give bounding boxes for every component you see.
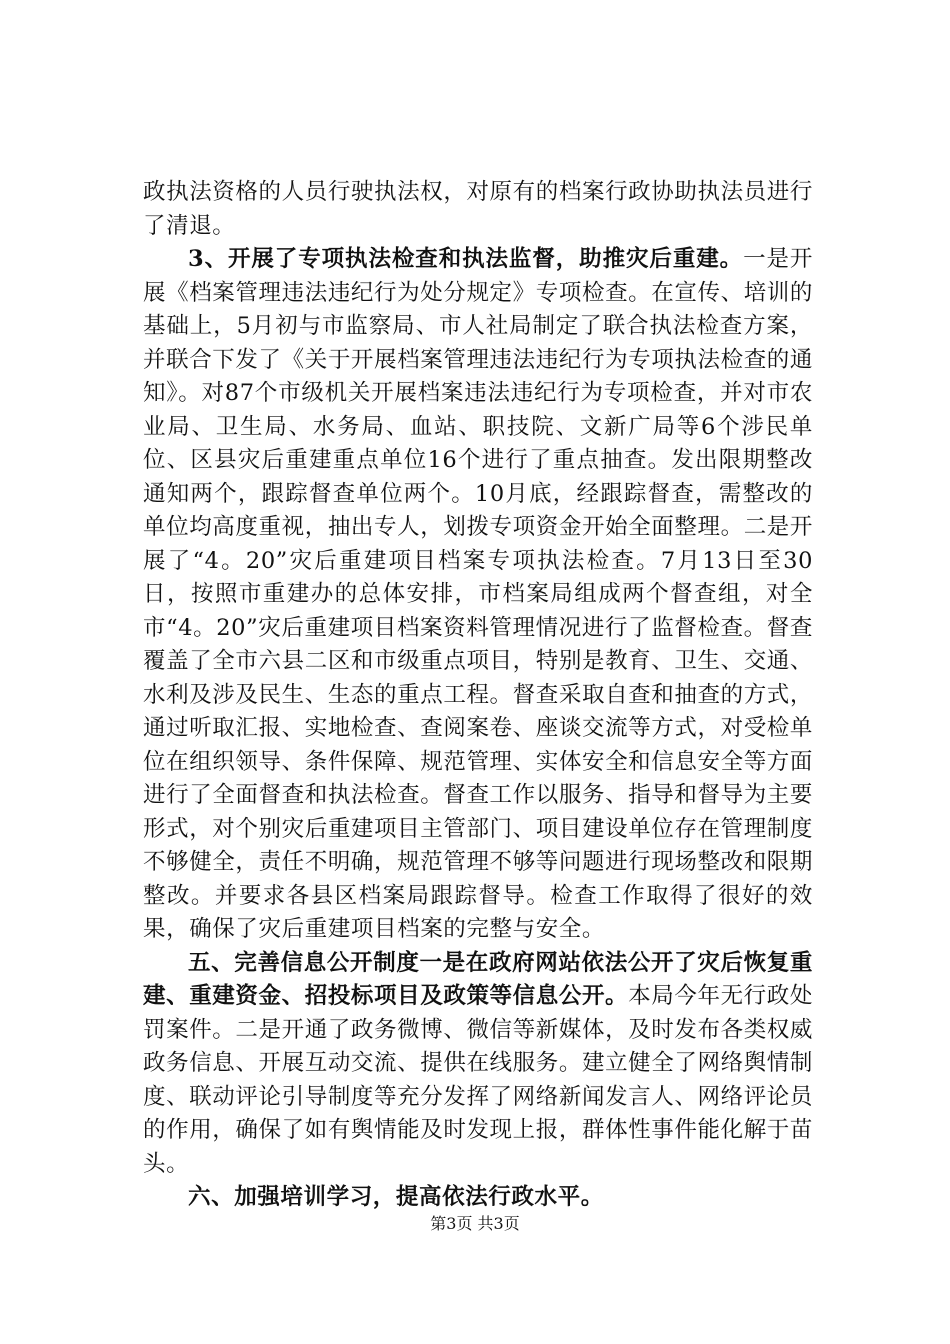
paragraph-continuation: [143, 176, 813, 243]
paragraph-training: [143, 1181, 813, 1215]
page-number: 第3页 共3页: [430, 1214, 520, 1233]
paragraph-info-disclosure: [143, 947, 813, 1182]
paragraph-special-inspection: [143, 243, 813, 947]
paragraph-text: 政执法资格的人员行驶执法权，对原有的档案行政协助执法员进行了清退。: [143, 179, 813, 239]
paragraph-heading: 六、加强培训学习，提高依法行政水平。: [188, 1184, 604, 1210]
paragraph-heading: 3、开展了专项执法检查和执法监督，助推灾后重建。: [188, 246, 744, 272]
paragraph-text: 本局今年无行政处罚案件。二是开通了政务微博、微信等新媒体，及时发布各类权威政务信息、开展互动交流、提供在线服务。建立健全了网络舆情制度、联动评论引导制度等充分发挥了网络新闻发言人、网络评论员的作用，确保了如有舆情能及时发现上报，群体性事件能化解于苗头。: [143, 983, 813, 1177]
document-body: [143, 176, 813, 1215]
paragraph-text: 一是开展《档案管理违法违纪行为处分规定》专项检查。在宣传、培训的基础上，5月初与市监察局、市人社局制定了联合执法检查方案，并联合下发了《关于开展档案管理违法违纪行为专项执法检查的通知》。对87个市级机关开展档案违法违纪行为专项检查，并对市农业局、卫生局、水务局、血站、职技院、文新广局等6个涉民单位、区县灾后重建重点单位16个进行了重点抽查。发出限期整改通知两个，跟踪督查单位两个。10月底，经跟踪督查，需整改的单位均高度重视，抽出专人，划拨专项资金开始全面整理。二是开展了“4。20”灾后重建项目档案专项执法检查。7月13日至30日，按照市重建办的总体安排，市档案局组成两个督查组，对全市“4。20”灾后重建项目档案资料管理情况进行了监督检查。督查覆盖了全市六县二区和市级重点项目，特别是教育、卫生、交通、水利及涉及民生、生态的重点工程。督查采取自查和抽查的方式，通过听取汇报、实地检查、查阅案卷、座谈交流等方式，对受检单位在组织领导、条件保障、规范管理、实体安全和信息安全等方面进行了全面督查和执法检查。督查工作以服务、指导和督导为主要形式，对个别灾后重建项目主管部门、项目建设单位存在管理制度不够健全，责任不明确，规范管理不够等问题进行现场整改和限期整改。并要求各县区档案局跟踪督导。检查工作取得了很好的效果，确保了灾后重建项目档案的完整与安全。: [143, 246, 813, 942]
page-footer: [0, 1214, 950, 1234]
paragraph-heading: 五、完善信息公开制度一是在政府网站依法公开了灾后恢复重建、重建资金、招投标项目及政策等信息公开。: [143, 949, 813, 1009]
